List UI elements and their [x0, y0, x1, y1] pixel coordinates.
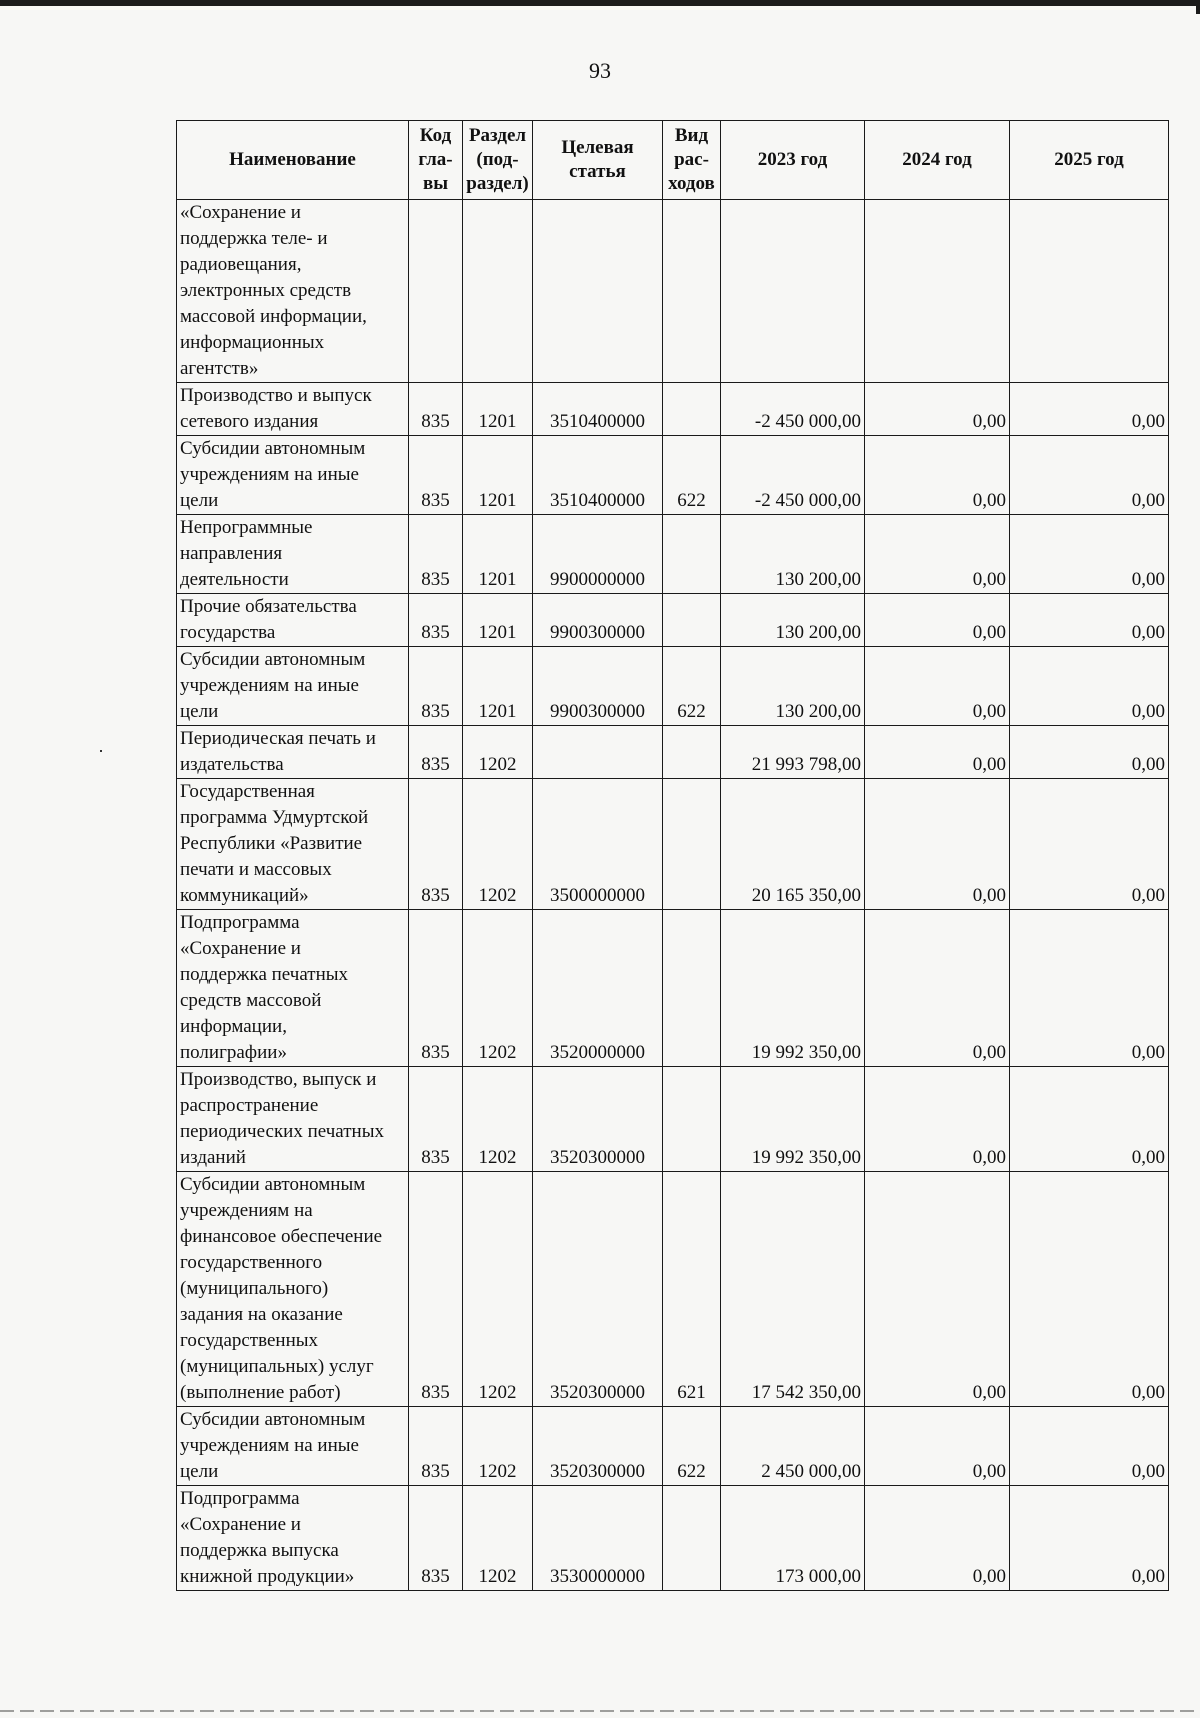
- cell-section: 1202: [463, 910, 533, 1067]
- cell-2023: 130 200,00: [721, 515, 865, 594]
- cell-chapter: 835: [409, 1486, 463, 1591]
- cell-2024: 0,00: [865, 726, 1010, 779]
- table-header-row: [177, 121, 1169, 200]
- cell-chapter: 835: [409, 910, 463, 1067]
- cell-2025: 0,00: [1010, 779, 1169, 910]
- cell-2023: 20 165 350,00: [721, 779, 865, 910]
- table-row: [177, 383, 1169, 436]
- cell-chapter: 835: [409, 779, 463, 910]
- cell-chapter: 835: [409, 726, 463, 779]
- cell-2024: 0,00: [865, 1067, 1010, 1172]
- cell-chapter: 835: [409, 647, 463, 726]
- cell-section: 1201: [463, 436, 533, 515]
- cell-2023: -2 450 000,00: [721, 436, 865, 515]
- cell-name: Подпрограмма «Сохранение и поддержка печатных средств массовой информации, полиграфии»: [177, 910, 409, 1067]
- cell-section: 1201: [463, 383, 533, 436]
- cell-2024: 0,00: [865, 1172, 1010, 1407]
- cell-2023: 19 992 350,00: [721, 1067, 865, 1172]
- table-row: [177, 647, 1169, 726]
- cell-2025: 0,00: [1010, 910, 1169, 1067]
- cell-chapter: 835: [409, 594, 463, 647]
- cell-section: 1202: [463, 1172, 533, 1407]
- cell-2025: 0,00: [1010, 1407, 1169, 1486]
- cell-target: 3510400000: [533, 436, 663, 515]
- cell-chapter: 835: [409, 1407, 463, 1486]
- cell-2025: 0,00: [1010, 594, 1169, 647]
- cell-2025: 0,00: [1010, 436, 1169, 515]
- cell-exp-type: [663, 515, 721, 594]
- cell-name: Субсидии автономным учреждениям на иные цели: [177, 1407, 409, 1486]
- cell-exp-type: [663, 779, 721, 910]
- cell-section: 1202: [463, 726, 533, 779]
- cell-name: Субсидии автономным учреждениям на иные цели: [177, 647, 409, 726]
- table-row: [177, 1407, 1169, 1486]
- cell-2025: 0,00: [1010, 1067, 1169, 1172]
- table-row: [177, 1486, 1169, 1591]
- scan-speck: [100, 750, 102, 752]
- cell-exp-type: [663, 594, 721, 647]
- cell-2025: [1010, 200, 1169, 383]
- cell-exp-type: [663, 1486, 721, 1591]
- cell-name: Производство и выпуск сетевого издания: [177, 383, 409, 436]
- page-number: 93: [589, 58, 611, 83]
- scan-edge-top: [0, 0, 1200, 6]
- cell-chapter: 835: [409, 1067, 463, 1172]
- cell-target: 3520300000: [533, 1172, 663, 1407]
- cell-2025: 0,00: [1010, 515, 1169, 594]
- header-section: Раздел (под- раздел): [463, 121, 533, 200]
- table-row: [177, 594, 1169, 647]
- table-row: [177, 726, 1169, 779]
- cell-target: 3520000000: [533, 910, 663, 1067]
- table-row: [177, 436, 1169, 515]
- cell-2024: 0,00: [865, 1486, 1010, 1591]
- header-exp-type: Вид рас- ходов: [663, 121, 721, 200]
- cell-2024: 0,00: [865, 910, 1010, 1067]
- table-row: [177, 779, 1169, 910]
- cell-2025: 0,00: [1010, 647, 1169, 726]
- cell-section: 1201: [463, 594, 533, 647]
- cell-name: Субсидии автономным учреждениям на финансовое обеспечение государственного (муниципального) задания на оказание государственных (муниципальных) услуг (выполнение работ): [177, 1172, 409, 1407]
- cell-2023: 130 200,00: [721, 647, 865, 726]
- cell-2023: 21 993 798,00: [721, 726, 865, 779]
- cell-2024: 0,00: [865, 436, 1010, 515]
- cell-2024: 0,00: [865, 1407, 1010, 1486]
- cell-target: 9900300000: [533, 594, 663, 647]
- cell-exp-type: [663, 910, 721, 1067]
- cell-target: 9900300000: [533, 647, 663, 726]
- cell-chapter: 835: [409, 436, 463, 515]
- cell-exp-type: 621: [663, 1172, 721, 1407]
- cell-section: 1202: [463, 779, 533, 910]
- header-name: Наименование: [177, 121, 409, 200]
- cell-2025: 0,00: [1010, 383, 1169, 436]
- cell-target: 3500000000: [533, 779, 663, 910]
- header-chapter: Код гла- вы: [409, 121, 463, 200]
- cell-exp-type: [663, 1067, 721, 1172]
- header-2023: 2023 год: [721, 121, 865, 200]
- cell-chapter: [409, 200, 463, 383]
- cell-2023: -2 450 000,00: [721, 383, 865, 436]
- cell-exp-type: 622: [663, 647, 721, 726]
- cell-2024: 0,00: [865, 383, 1010, 436]
- cell-2023: 19 992 350,00: [721, 910, 865, 1067]
- header-target: Целевая статья: [533, 121, 663, 200]
- cell-name: Подпрограмма «Сохранение и поддержка выпуска книжной продукции»: [177, 1486, 409, 1591]
- cell-name: Непрограммные направления деятельности: [177, 515, 409, 594]
- budget-table: [176, 120, 1169, 1591]
- cell-target: 9900000000: [533, 515, 663, 594]
- cell-exp-type: 622: [663, 436, 721, 515]
- cell-name: Периодическая печать и издательства: [177, 726, 409, 779]
- header-2024: 2024 год: [865, 121, 1010, 200]
- cell-2023: 17 542 350,00: [721, 1172, 865, 1407]
- cell-target: 3530000000: [533, 1486, 663, 1591]
- cell-2024: [865, 200, 1010, 383]
- cell-target: 3520300000: [533, 1067, 663, 1172]
- cell-target: [533, 200, 663, 383]
- cell-target: 3510400000: [533, 383, 663, 436]
- cell-2023: 173 000,00: [721, 1486, 865, 1591]
- cell-section: [463, 200, 533, 383]
- cell-target: 3520300000: [533, 1407, 663, 1486]
- cell-name: «Сохранение и поддержка теле- и радиовещания, электронных средств массовой информации, информационных агентств»: [177, 200, 409, 383]
- table-row: [177, 1067, 1169, 1172]
- cell-exp-type: [663, 383, 721, 436]
- table-row: [177, 515, 1169, 594]
- cell-section: 1202: [463, 1067, 533, 1172]
- cell-section: 1201: [463, 515, 533, 594]
- cell-name: Государственная программа Удмуртской Республики «Развитие печати и массовых коммуникаций»: [177, 779, 409, 910]
- cell-2025: 0,00: [1010, 726, 1169, 779]
- cell-2025: 0,00: [1010, 1172, 1169, 1407]
- scan-edge-bottom: [0, 1710, 1200, 1712]
- cell-exp-type: 622: [663, 1407, 721, 1486]
- cell-2023: 2 450 000,00: [721, 1407, 865, 1486]
- cell-2025: 0,00: [1010, 1486, 1169, 1591]
- cell-2024: 0,00: [865, 779, 1010, 910]
- table-row: [177, 200, 1169, 383]
- table-row: [177, 910, 1169, 1067]
- cell-2024: 0,00: [865, 594, 1010, 647]
- scan-edge-corner: [1196, 0, 1200, 14]
- cell-2024: 0,00: [865, 515, 1010, 594]
- cell-2024: 0,00: [865, 647, 1010, 726]
- cell-name: Субсидии автономным учреждениям на иные цели: [177, 436, 409, 515]
- cell-section: 1202: [463, 1486, 533, 1591]
- cell-chapter: 835: [409, 1172, 463, 1407]
- cell-name: Прочие обязательства государства: [177, 594, 409, 647]
- cell-2023: 130 200,00: [721, 594, 865, 647]
- cell-2023: [721, 200, 865, 383]
- cell-exp-type: [663, 200, 721, 383]
- cell-section: 1202: [463, 1407, 533, 1486]
- cell-name: Производство, выпуск и распространение периодических печатных изданий: [177, 1067, 409, 1172]
- cell-target: [533, 726, 663, 779]
- header-2025: 2025 год: [1010, 121, 1169, 200]
- cell-chapter: 835: [409, 383, 463, 436]
- table-body: [177, 200, 1169, 1591]
- cell-exp-type: [663, 726, 721, 779]
- table-row: [177, 1172, 1169, 1407]
- cell-section: 1201: [463, 647, 533, 726]
- cell-chapter: 835: [409, 515, 463, 594]
